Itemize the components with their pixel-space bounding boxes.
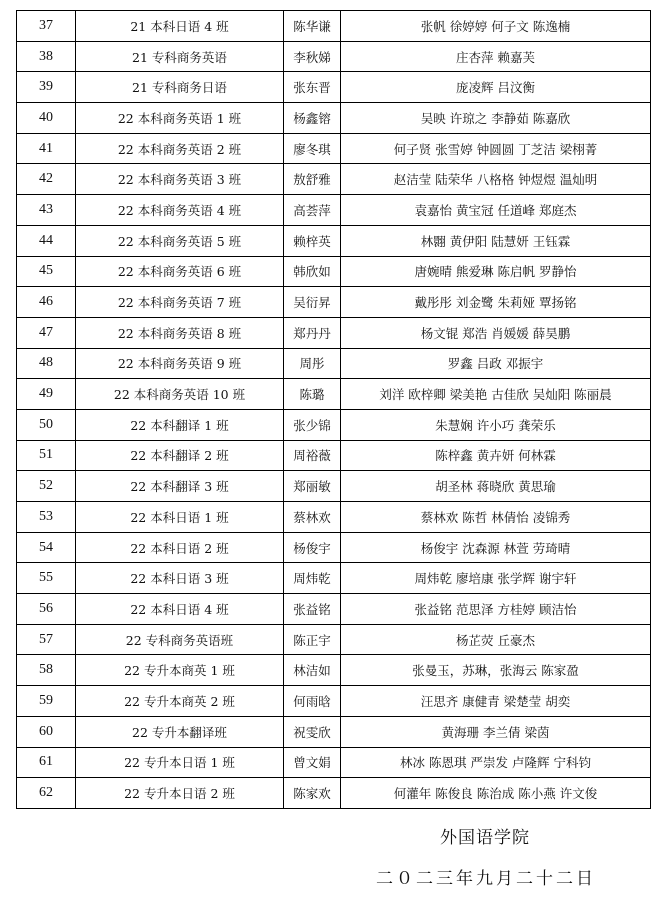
class-name: 22 本科翻译 1 班: [76, 409, 284, 440]
class-name: 22 本科日语 3 班: [76, 563, 284, 594]
row-number: 62: [17, 778, 76, 809]
table-row: [17, 594, 651, 625]
table-row: [17, 72, 651, 103]
table-row: [17, 716, 651, 747]
advisor-name: 周炜乾: [284, 563, 341, 594]
table-row: [17, 317, 651, 348]
advisor-name: 陈璐: [284, 379, 341, 410]
table-row: [17, 103, 651, 134]
member-names: 张曼玉，苏琳，张海云 陈家盈: [341, 655, 651, 686]
advisor-name: 周彤: [284, 348, 341, 379]
member-names: 张益铭 范思泽 方桂婷 顾洁怡: [341, 594, 651, 625]
row-number: 57: [17, 624, 76, 655]
advisor-name: 敖舒雅: [284, 164, 341, 195]
row-number: 41: [17, 133, 76, 164]
member-names: 吴映 许琼之 李静茹 陈嘉欣: [341, 103, 651, 134]
class-roster-table: [16, 10, 651, 809]
table-row: [17, 624, 651, 655]
row-number: 45: [17, 256, 76, 287]
member-names: 罗鑫 吕政 邓振宇: [341, 348, 651, 379]
member-names: 张帆 徐婷婷 何子文 陈逸楠: [341, 11, 651, 42]
class-name: 22 专升本日语 1 班: [76, 747, 284, 778]
advisor-name: 张东晋: [284, 72, 341, 103]
class-name: 22 本科商务英语 1 班: [76, 103, 284, 134]
member-names: 杨文锟 郑浩 肖媛媛 薛昊鹏: [341, 317, 651, 348]
class-name: 22 专科商务英语班: [76, 624, 284, 655]
table-row: [17, 778, 651, 809]
row-number: 61: [17, 747, 76, 778]
class-name: 22 本科商务英语 2 班: [76, 133, 284, 164]
row-number: 56: [17, 594, 76, 625]
member-names: 陈梓鑫 黄卉妍 何林霖: [341, 440, 651, 471]
member-names: 唐婉晴 熊爱琳 陈启帆 罗静怡: [341, 256, 651, 287]
class-name: 22 专升本日语 2 班: [76, 778, 284, 809]
advisor-name: 陈正宇: [284, 624, 341, 655]
member-names: 汪思齐 康健青 梁楚莹 胡奕: [341, 686, 651, 717]
class-name: 22 专升本翻译班: [76, 716, 284, 747]
table-row: [17, 532, 651, 563]
class-name: 22 本科商务英语 4 班: [76, 195, 284, 226]
advisor-name: 蔡林欢: [284, 502, 341, 533]
table-row: [17, 195, 651, 226]
document-date: 二０二三年九月二十二日: [376, 869, 596, 889]
advisor-name: 韩欣如: [284, 256, 341, 287]
advisor-name: 杨鑫镕: [284, 103, 341, 134]
table-row: [17, 164, 651, 195]
table-row: [17, 502, 651, 533]
class-name: 22 本科日语 4 班: [76, 594, 284, 625]
table-row: [17, 256, 651, 287]
row-number: 40: [17, 103, 76, 134]
class-name: 22 专升本商英 1 班: [76, 655, 284, 686]
class-name: 22 本科日语 1 班: [76, 502, 284, 533]
row-number: 59: [17, 686, 76, 717]
member-names: 庄杏萍 赖嘉芙: [341, 41, 651, 72]
class-name: 22 本科商务英语 8 班: [76, 317, 284, 348]
row-number: 53: [17, 502, 76, 533]
advisor-name: 李秋娣: [284, 41, 341, 72]
class-name: 21 专科商务英语: [76, 41, 284, 72]
table-row: [17, 41, 651, 72]
row-number: 38: [17, 41, 76, 72]
member-names: 林冰 陈恩琪 严崇发 卢隆辉 宁科钧: [341, 747, 651, 778]
advisor-name: 何雨晗: [284, 686, 341, 717]
member-names: 刘洋 欧梓卿 梁美艳 古佳欣 吴灿阳 陈丽晨: [341, 379, 651, 410]
member-names: 何灌年 陈俊良 陈治成 陈小燕 许文俊: [341, 778, 651, 809]
member-names: 戴彤彤 刘金鹭 朱莉娅 覃扬铭: [341, 287, 651, 318]
college-name: 外国语学院: [440, 828, 530, 848]
row-number: 51: [17, 440, 76, 471]
advisor-name: 高荟萍: [284, 195, 341, 226]
class-name: 22 本科商务英语 9 班: [76, 348, 284, 379]
row-number: 49: [17, 379, 76, 410]
class-name: 22 专升本商英 2 班: [76, 686, 284, 717]
class-name: 22 本科商务英语 6 班: [76, 256, 284, 287]
table-row: [17, 471, 651, 502]
advisor-name: 周裕薇: [284, 440, 341, 471]
member-names: 庞凌辉 吕汶衡: [341, 72, 651, 103]
member-names: 周炜乾 廖培康 张学辉 谢宇轩: [341, 563, 651, 594]
class-name: 22 本科日语 2 班: [76, 532, 284, 563]
class-name: 22 本科商务英语 5 班: [76, 225, 284, 256]
member-names: 黄海珊 李兰倩 梁茵: [341, 716, 651, 747]
row-number: 52: [17, 471, 76, 502]
row-number: 48: [17, 348, 76, 379]
advisor-name: 赖梓英: [284, 225, 341, 256]
class-name: 21 专科商务日语: [76, 72, 284, 103]
row-number: 54: [17, 532, 76, 563]
row-number: 47: [17, 317, 76, 348]
row-number: 42: [17, 164, 76, 195]
row-number: 39: [17, 72, 76, 103]
table-row: [17, 686, 651, 717]
member-names: 林翾 黄伊阳 陆慧妍 王钰霖: [341, 225, 651, 256]
member-names: 杨芷荧 丘豪杰: [341, 624, 651, 655]
row-number: 60: [17, 716, 76, 747]
advisor-name: 郑丽敏: [284, 471, 341, 502]
class-name: 22 本科翻译 2 班: [76, 440, 284, 471]
row-number: 50: [17, 409, 76, 440]
class-name: 22 本科商务英语 3 班: [76, 164, 284, 195]
member-names: 袁嘉怡 黄宝冠 任道峰 郑庭杰: [341, 195, 651, 226]
table-row: [17, 287, 651, 318]
member-names: 赵洁莹 陆荣华 八格格 钟煜煜 温灿明: [341, 164, 651, 195]
member-names: 胡圣林 蒋晓欣 黄思瑜: [341, 471, 651, 502]
advisor-name: 曾文娟: [284, 747, 341, 778]
row-number: 58: [17, 655, 76, 686]
table-row: [17, 440, 651, 471]
class-name: 22 本科商务英语 10 班: [76, 379, 284, 410]
advisor-name: 廖冬琪: [284, 133, 341, 164]
table-row: [17, 409, 651, 440]
row-number: 55: [17, 563, 76, 594]
advisor-name: 杨俊宇: [284, 532, 341, 563]
class-name: 22 本科商务英语 7 班: [76, 287, 284, 318]
table-row: [17, 133, 651, 164]
table-row: [17, 747, 651, 778]
table-row: [17, 563, 651, 594]
class-name: 21 本科日语 4 班: [76, 11, 284, 42]
row-number: 44: [17, 225, 76, 256]
row-number: 37: [17, 11, 76, 42]
row-number: 46: [17, 287, 76, 318]
advisor-name: 张少锦: [284, 409, 341, 440]
advisor-name: 祝雯欣: [284, 716, 341, 747]
advisor-name: 林洁如: [284, 655, 341, 686]
table-row: [17, 655, 651, 686]
table-row: [17, 348, 651, 379]
advisor-name: 张益铭: [284, 594, 341, 625]
advisor-name: 陈家欢: [284, 778, 341, 809]
advisor-name: 郑丹丹: [284, 317, 341, 348]
member-names: 朱慧娴 许小巧 龚荣乐: [341, 409, 651, 440]
class-name: 22 本科翻译 3 班: [76, 471, 284, 502]
table-row: [17, 379, 651, 410]
row-number: 43: [17, 195, 76, 226]
table-row: [17, 11, 651, 42]
advisor-name: 吴衍昇: [284, 287, 341, 318]
roster-body: [17, 11, 651, 809]
member-names: 杨俊宇 沈森源 林萱 劳琦晴: [341, 532, 651, 563]
table-row: [17, 225, 651, 256]
member-names: 何子贤 张雪婷 钟圆圆 丁芝洁 梁栩菁: [341, 133, 651, 164]
advisor-name: 陈华谦: [284, 11, 341, 42]
member-names: 蔡林欢 陈哲 林倩怡 凌锦秀: [341, 502, 651, 533]
